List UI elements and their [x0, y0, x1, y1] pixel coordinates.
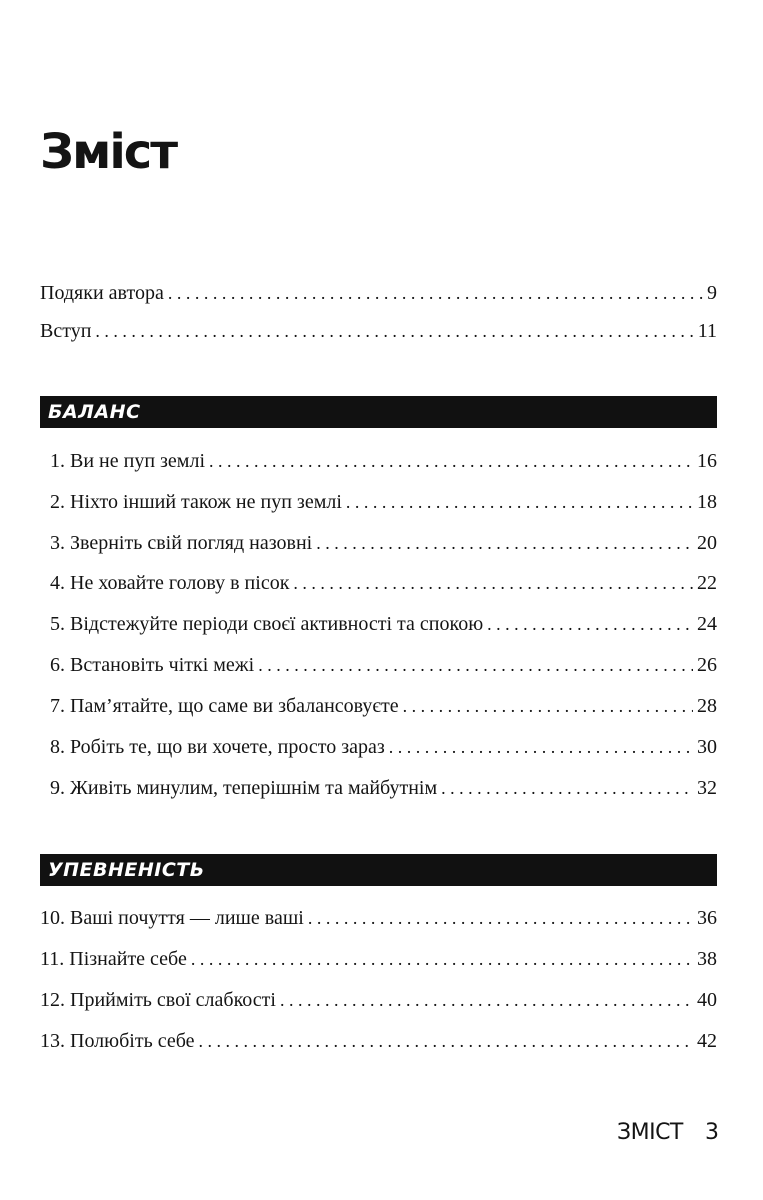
toc-entry[interactable]: [50, 487, 717, 517]
toc-entry-page: 22: [697, 572, 717, 594]
toc-entry[interactable]: [50, 568, 717, 598]
toc-entry-label: 6. Встановіть чіткі межі: [50, 654, 255, 676]
toc-entry[interactable]: [40, 278, 717, 308]
toc-entry-page: 32: [697, 777, 717, 799]
toc-entry-label: Подяки автора: [40, 282, 164, 304]
toc-entry-label: 4. Не ховайте голову в пісок: [50, 572, 290, 594]
dot-leader: [308, 903, 693, 933]
toc-entry-label: 5. Відстежуйте періоди своєї активності та спокою: [50, 613, 484, 635]
running-footer-label: ЗМІСТ: [617, 1120, 683, 1145]
toc-entry-label: 2. Ніхто інший також не пуп землі: [50, 491, 342, 513]
toc-entry-page: 11: [697, 320, 717, 342]
toc-entry[interactable]: [50, 650, 717, 680]
toc-entry-label: 8. Робіть те, що ви хочете, просто зараз: [50, 736, 385, 758]
section-heading-confidence: УПЕВНЕНІСТЬ: [40, 854, 717, 886]
page-title: Зміст: [40, 124, 177, 180]
toc-entry[interactable]: [40, 1026, 717, 1056]
dot-leader: [293, 568, 693, 598]
toc-entry-page: 30: [697, 736, 717, 758]
dot-leader: [346, 487, 693, 517]
dot-leader: [403, 691, 693, 721]
dot-leader: [168, 278, 703, 308]
toc-entry[interactable]: [50, 609, 717, 639]
toc-entry-page: 26: [697, 654, 717, 676]
toc-entry-page: 38: [697, 948, 717, 970]
toc-entry[interactable]: [40, 316, 717, 346]
toc-entry[interactable]: [40, 944, 717, 974]
dot-leader: [389, 732, 693, 762]
toc-entry[interactable]: [40, 985, 717, 1015]
toc-entry-page: 24: [697, 613, 717, 635]
toc-entry-page: 28: [697, 695, 717, 717]
dot-leader: [198, 1026, 693, 1056]
toc-entry-label: 1. Ви не пуп землі: [50, 450, 205, 472]
toc-entry[interactable]: [50, 773, 717, 803]
toc-entry-page: 42: [697, 1030, 717, 1052]
toc-entry-label: 7. Пам’ятайте, що саме ви збалансовуєте: [50, 695, 399, 717]
dot-leader: [258, 650, 693, 680]
dot-leader: [316, 528, 693, 558]
toc-entry-label: 10. Ваші почуття — лише ваші: [40, 907, 304, 929]
toc-entry-page: 36: [697, 907, 717, 929]
toc-entry[interactable]: [50, 732, 717, 762]
toc-entry-label: 12. Прийміть свої слабкості: [40, 989, 276, 1011]
dot-leader: [209, 446, 693, 476]
section-heading-balance: БАЛАНС: [40, 396, 717, 428]
dot-leader: [280, 985, 693, 1015]
toc-entry-page: 18: [697, 491, 717, 513]
toc-entry-label: 11. Пізнайте себе: [40, 948, 187, 970]
dot-leader: [487, 609, 693, 639]
toc-entry-page: 20: [697, 532, 717, 554]
toc-entry[interactable]: [50, 691, 717, 721]
dot-leader: [441, 773, 693, 803]
dot-leader: [95, 316, 693, 346]
toc-entry-label: 13. Полюбіть себе: [40, 1030, 195, 1052]
toc-entry-page: 16: [697, 450, 717, 472]
toc-entry[interactable]: [50, 528, 717, 558]
toc-entry-label: 9. Живіть минулим, теперішнім та майбутнім: [50, 777, 438, 799]
toc-entry-page: 9: [707, 282, 717, 304]
dot-leader: [191, 944, 693, 974]
page-number: 3: [705, 1120, 719, 1145]
toc-entry-label: Вступ: [40, 320, 92, 342]
toc-entry-page: 40: [697, 989, 717, 1011]
toc-entry[interactable]: [50, 446, 717, 476]
toc-entry-label: 3. Зверніть свій погляд назовні: [50, 532, 313, 554]
toc-entry[interactable]: [40, 903, 717, 933]
